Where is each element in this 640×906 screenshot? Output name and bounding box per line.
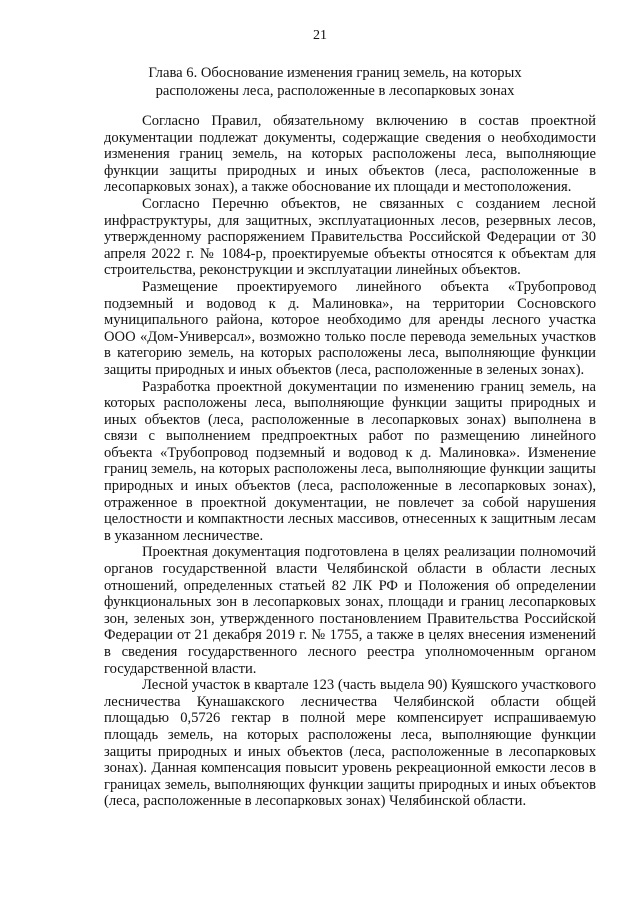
page-number: 21 (313, 28, 327, 43)
paragraph-1: Согласно Правил, обязательному включению в состав проектной документации подлежат документы, содержащие сведения о необходимости изменения границ земель, на которых расположены леса, выполняющие функции защиты природных и иных объектов (леса, расположенные в лесопарковых зонах), а также обоснование их площади и местоположения. (104, 113, 596, 196)
paragraph-6: Лесной участок в квартале 123 (часть выдела 90) Куяшского участкового лесничества Кунашакского лесничества Челябинской области общей площадью 0,5726 гектар в полной мере компенсирует испрашиваемую площадь земель, на которых расположены леса, выполняющие функции защиты природных и иных объектов (леса, расположенные в лесопарковых зонах). Данная компенсация повысит уровень рекреационной емкости лесов в границах земель, выполняющих функции защиты природных и иных объектов (леса, расположенные в лесопарковых зонах) Челябинской области. (104, 677, 596, 810)
chapter-title (100, 64, 570, 100)
body-text (104, 113, 596, 810)
paragraph-4: Разработка проектной документации по изменению границ земель, на которых расположены леса, выполняющие функции защиты природных и иных объектов (леса, расположенные в лесопарковых зонах) выполнена в связи с выполнением предпроектных работ по размещению линейного объекта «Трубопровод подземный и водовод к д. Малиновка». Изменение границ земель, на которых расположены леса, выполняющие функции защиты природных и иных объектов (леса, расположенные в лесопарковых зонах), отраженное в проектной документации, не повлечет за собой нарушения целостности и компактности лесных массивов, отнесенных к защитным лесам в указанном лесничестве. (104, 378, 596, 544)
chapter-title-line-2: расположены леса, расположенные в лесопарковых зонах (155, 83, 515, 99)
chapter-title-line-1: Глава 6. Обоснование изменения границ земель, на которых (148, 65, 522, 81)
paragraph-2: Согласно Перечню объектов, не связанных с созданием лесной инфраструктуры, для защитных, эксплуатационных лесов, резервных лесов, утвержденному распоряжением Правительства Российской Федерации от 30 апреля 2022 г. № 1084-р, проектируемые объекты относятся к объектам для строительства, реконструкции и эксплуатации линейных объектов. (104, 195, 596, 279)
paragraph-5: Проектная документация подготовлена в целях реализации полномочий органов государственной власти Челябинской области в области лесных отношений, определенных статьей 82 ЛК РФ и Положения об определении функциональных зон в лесопарковых зонах, площади и границ лесопарковых зон, зеленых зон, утвержденного постановлением Правительства Российской Федерации от 21 декабря 2019 г. № 1755, а также в целях внесения изменений в сведения государственного лесного реестра уполномоченным органом государственной власти. (104, 544, 596, 677)
paragraph-3: Размещение проектируемого линейного объекта «Трубопровод подземный и водовод к д. Малиновка», на территории Сосновского муниципального района, которое необходимо для аренды лесного участка ООО «Дом-Универсал», возможно только после перевода земельных участков в категорию земель, на которых расположены леса, выполняющие функции защиты природных и иных объектов (леса, расположенные в зеленых зонах). (104, 278, 596, 378)
